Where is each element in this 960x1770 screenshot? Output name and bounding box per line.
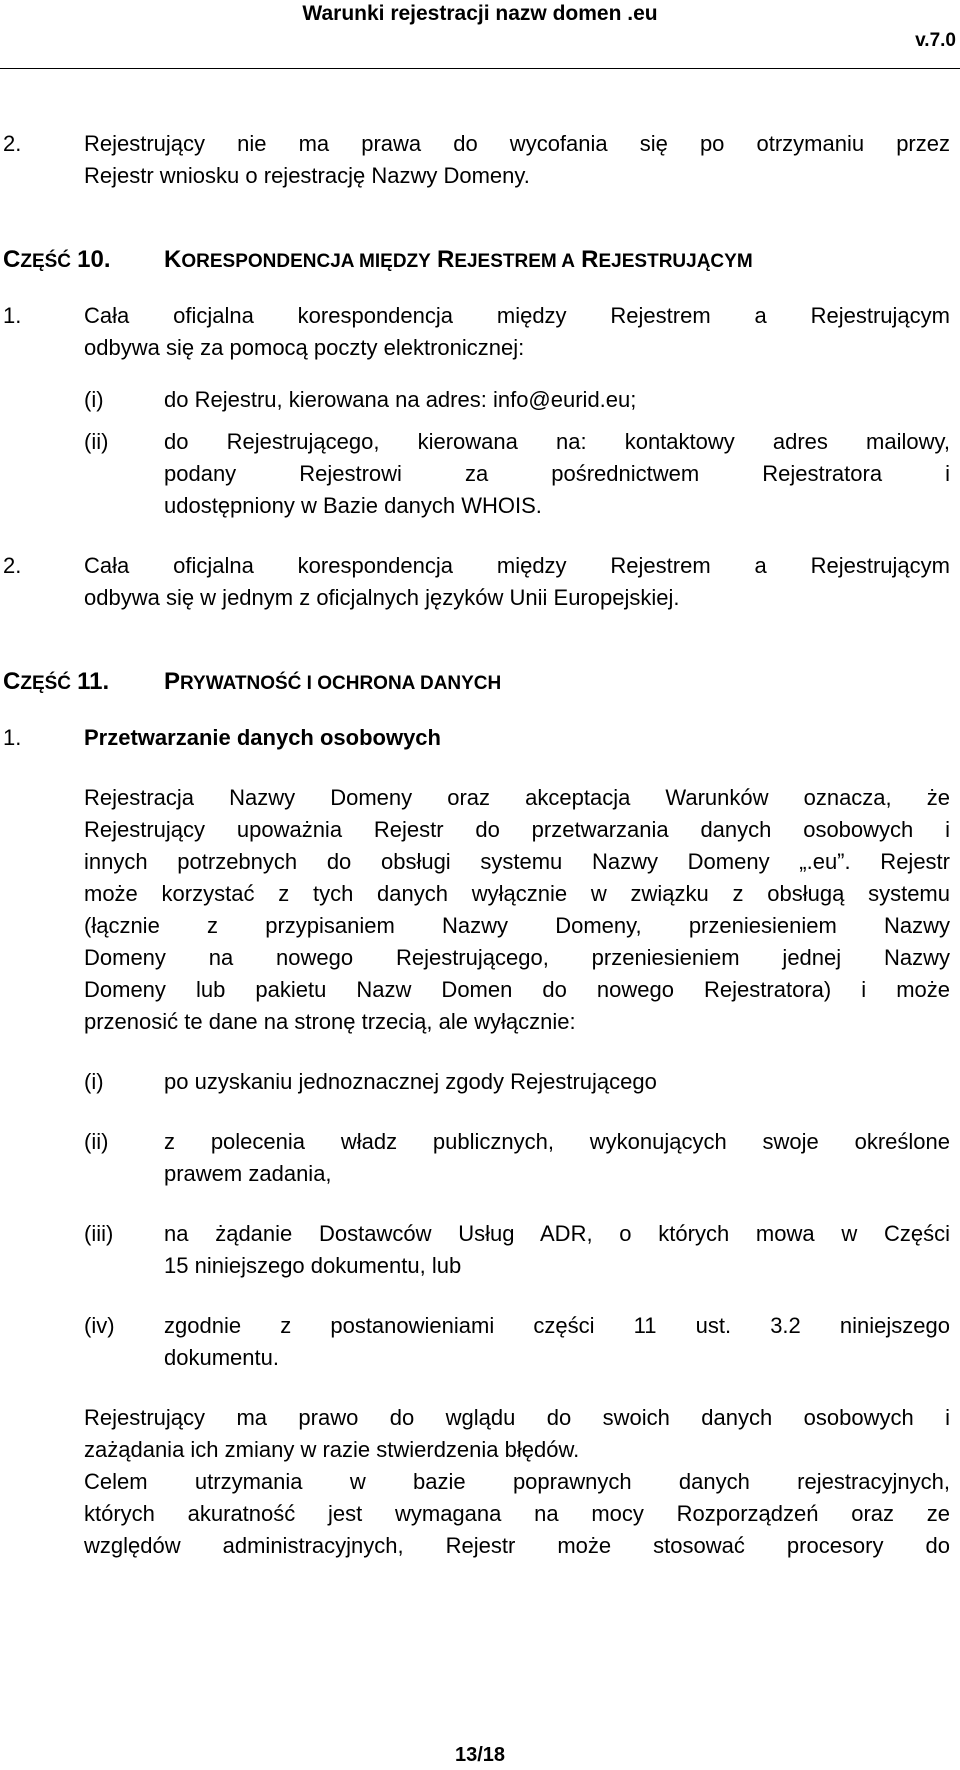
paragraph-line: Rejestr wniosku o rejestrację Nazwy Domeny.: [84, 163, 530, 188]
list-item-line: 15 niniejszego dokumentu, lub: [164, 1253, 462, 1278]
list-label: (i): [84, 1069, 104, 1094]
paragraph-line: których akuratność jest wymagana na mocy Rozporządzeń oraz ze: [84, 1501, 950, 1526]
list-item-line: do Rejestru, kierowana na adres: info@eurid.eu;: [164, 387, 637, 412]
item-number: 2.: [3, 131, 22, 156]
item-number: 1.: [3, 725, 22, 750]
paragraph-line: Cała oficjalna korespondencja między Rejestrem a Rejestrującym: [84, 553, 950, 578]
list-label: (iv): [84, 1313, 115, 1338]
paragraph-line: Domeny na nowego Rejestrującego, przeniesieniem jednej Nazwy: [84, 945, 950, 970]
header-version: v.7.0: [915, 30, 956, 51]
section-10-heading: CZĘŚĆ 10.: [3, 246, 111, 273]
item-number: 1.: [3, 303, 22, 328]
list-label: (ii): [84, 429, 109, 454]
subsection-title: Przetwarzanie danych osobowych: [84, 725, 441, 750]
paragraph-line: (łącznie z przypisaniem Nazwy Domeny, przeniesieniem Nazwy: [84, 913, 950, 938]
page-number: 13/18: [454, 1744, 506, 1766]
paragraph-line: Rejestrujący upoważnia Rejestr do przetwarzania danych osobowych i: [84, 817, 950, 842]
list-item-line: po uzyskaniu jednoznacznej zgody Rejestrującego: [164, 1069, 657, 1094]
list-item-line: do Rejestrującego, kierowana na: kontaktowy adres mailowy,: [164, 429, 950, 454]
paragraph-line: innych potrzebnych do obsługi systemu Nazwy Domeny „.eu”. Rejestr: [84, 849, 950, 874]
paragraph-line: przenosić te dane na stronę trzecią, ale wyłącznie:: [84, 1009, 576, 1034]
header-title: Warunki rejestracji nazw domen .eu: [302, 2, 658, 25]
paragraph-line: Rejestrujący ma prawo do wglądu do swoich danych osobowych i: [84, 1405, 950, 1430]
section-11-heading: CZĘŚĆ 11.: [3, 668, 110, 695]
list-item-line: na żądanie Dostawców Usług ADR, o których mowa w Części: [164, 1221, 950, 1246]
list-label: (ii): [84, 1129, 109, 1154]
list-item-line: udostępniony w Bazie danych WHOIS.: [164, 493, 542, 518]
header-rule: [0, 68, 960, 69]
paragraph-line: Rejestrujący nie ma prawa do wycofania się po otrzymaniu przez: [84, 131, 950, 156]
paragraph-line: zażądania ich zmiany w razie stwierdzenia błędów.: [84, 1437, 580, 1462]
section-11-title: PRYWATNOŚĆ I OCHRONA DANYCH: [164, 668, 502, 695]
paragraph-line: względów administracyjnych, Rejestr może stosować procesory do: [84, 1533, 950, 1558]
paragraph-line: odbywa się za pomocą poczty elektronicznej:: [84, 335, 525, 360]
paragraph-line: odbywa się w jednym z oficjalnych języków Unii Europejskiej.: [84, 585, 680, 610]
paragraph-line: Cała oficjalna korespondencja między Rejestrem a Rejestrującym: [84, 303, 950, 328]
paragraph-line: może korzystać z tych danych wyłącznie w związku z obsługą systemu: [84, 881, 950, 906]
paragraph-line: Celem utrzymania w bazie poprawnych danych rejestracyjnych,: [84, 1469, 950, 1494]
list-item-line: zgodnie z postanowieniami części 11 ust. 3.2 niniejszego: [164, 1313, 950, 1338]
list-label: (iii): [84, 1221, 114, 1246]
paragraph-line: Domeny lub pakietu Nazw Domen do nowego Rejestratora) i może: [84, 977, 950, 1002]
section-10-title: KORESPONDENCJA MIĘDZY REJESTREM A REJESTRUJĄCYM: [164, 246, 753, 273]
paragraph-line: Rejestracja Nazwy Domeny oraz akceptacja Warunków oznacza, że: [84, 785, 950, 810]
list-item-line: dokumentu.: [164, 1345, 279, 1370]
list-item-line: podany Rejestrowi za pośrednictwem Rejestratora i: [164, 461, 950, 486]
list-item-line: prawem zadania,: [164, 1161, 332, 1186]
list-item-line: z polecenia władz publicznych, wykonujących swoje określone: [164, 1129, 950, 1154]
list-label: (i): [84, 387, 104, 412]
item-number: 2.: [3, 553, 22, 578]
